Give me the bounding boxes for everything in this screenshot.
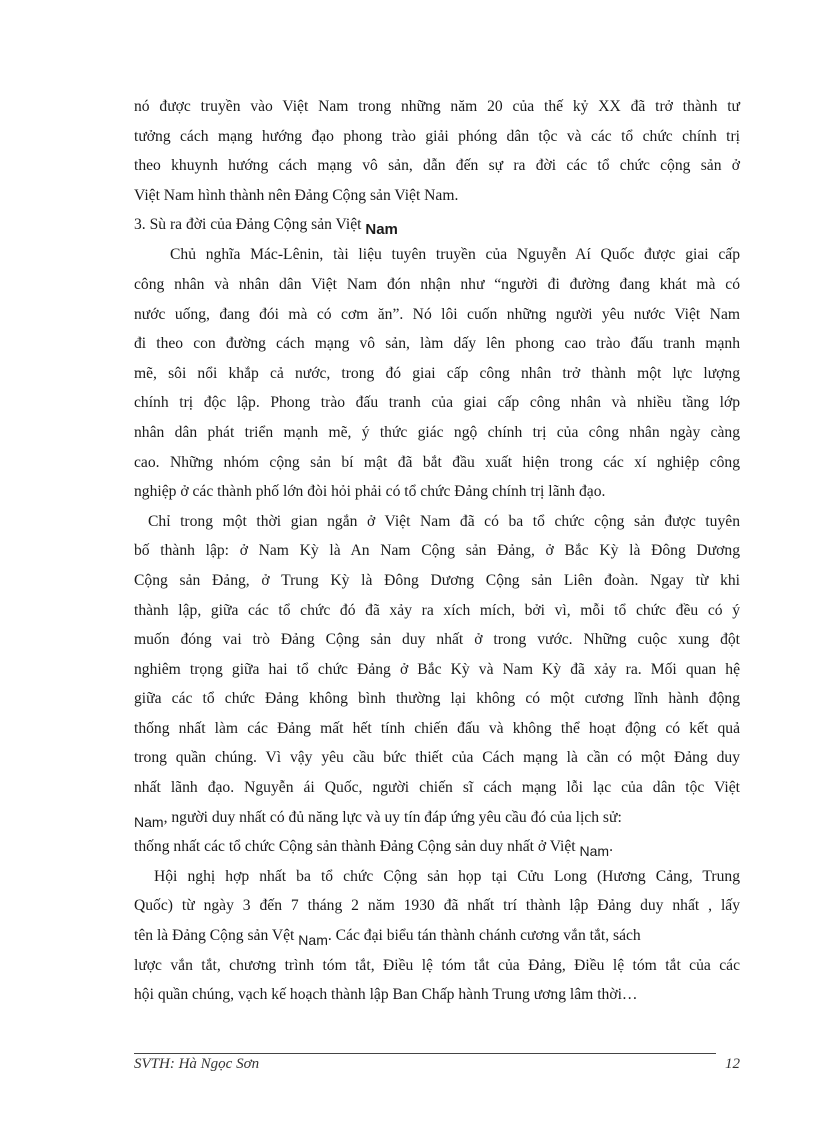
- text-line: lược vắn tắt, chương trình tóm tắt, Điều lệ tóm tắt của Đảng, Điều lệ tóm tắt của các: [134, 956, 740, 974]
- section-heading: [134, 210, 740, 240]
- text-line: nghiệp ở các thành phố lớn đòi hỏi phải có tổ chức Đảng chính trị lãnh đạo.: [134, 483, 606, 501]
- text-line: muốn đóng vai trò Đảng Cộng sản duy nhất ở trong vước. Những cuộc xung đột: [134, 631, 740, 649]
- nam-word: Nam: [134, 813, 164, 830]
- page-number: 12: [725, 1056, 740, 1072]
- text-line: nhân dân phát triển mạnh mẽ, ý thức giác ngộ chính trị của công nhân ngày càng: [134, 423, 740, 441]
- text-line: đi theo con đường cách mạng vô sản, làm dấy lên phong cao trào đấu tranh mạnh: [134, 335, 740, 353]
- text-line: trong quần chúng. Vì vậy yêu cầu bức thiết của Cách mạng là cần có một Đảng duy: [134, 749, 740, 767]
- text-line: [134, 832, 740, 862]
- text-line: [134, 803, 740, 833]
- text-line: Hội nghị hợp nhất ba tổ chức Cộng sản họp tại Cửu Long (Hương Cảng, Trung: [154, 867, 740, 885]
- text-line: Chủ nghĩa Mác-Lênin, tài liệu tuyên truyền của Nguyễn Aí Quốc được giai cấp: [170, 246, 740, 264]
- text-line: công nhân và nhân dân Việt Nam đón nhận như “người đi đường đang khát mà có: [134, 275, 740, 293]
- footer-divider: [134, 1053, 716, 1054]
- text-line: chính trị độc lập. Phong trào đấu tranh của giai cấp công nhân và nhiều tầng lớp: [134, 394, 740, 412]
- text-line: nhất lãnh đạo. Nguyễn ái Quốc, người chiến sĩ cách mạng lỗi lạc của dân tộc Việt: [134, 779, 740, 797]
- text-line: [134, 921, 740, 951]
- text-line: Cộng sản Đảng, ở Trung Kỳ là Đông Dương Cộng sản Liên đoàn. Ngay từ khi: [134, 571, 740, 589]
- text-fragment: .: [609, 838, 613, 856]
- text-line: bố thành lập: ở Nam Kỳ là An Nam Cộng sản Đảng, ở Bắc Kỳ là Đông Dương: [134, 542, 740, 560]
- text-line: cao. Những nhóm cộng sản bí mật đã bắt đầu xuất hiện trong các xí nghiệp công: [134, 453, 740, 471]
- text-line: thành lập, giữa các tổ chức đó đã xảy ra xích mích, bởi vì, mỗi tổ chức đều có ý: [134, 601, 740, 619]
- nam-word: Nam: [579, 843, 610, 860]
- page-body: [134, 92, 740, 1010]
- text-line: nó được truyền vào Việt Nam trong những năm 20 của thế kỷ XX đã trở thành tư: [134, 98, 740, 115]
- text-line: theo khuynh hướng cách mạng vô sản, dẫn đến sự ra đời các tổ chức cộng sản ở: [134, 157, 740, 175]
- text-fragment: . Các đại biểu tán thành chánh cương vắn tắt, sách: [327, 927, 641, 945]
- text-fragment: , người duy nhất có đủ năng lực và uy tín đáp ứng yêu cầu đó của lịch sử:: [163, 808, 622, 826]
- text-line: Quốc) từ ngày 3 đến 7 tháng 2 năm 1930 đã nhất trí thành lập Đảng duy nhất , lấy: [134, 897, 740, 915]
- heading-text: 3. Sù ra đời của Đảng Cộng sản Việt: [134, 216, 362, 234]
- footer-author: SVTH: Hà Ngọc Sơn: [134, 1056, 260, 1072]
- text-line: tưởng cách mạng hướng đạo phong trào giải phóng dân tộc và các tổ chức chính trị: [134, 127, 740, 145]
- text-line: giữa các tổ chức Đảng không bình thường lại không có một cương lĩnh hành động: [134, 690, 740, 708]
- text-line: Chỉ trong một thời gian ngắn ở Việt Nam đã có ba tổ chức cộng sản được tuyên: [148, 512, 740, 530]
- heading-nam: Nam: [365, 221, 398, 239]
- text-fragment: thống nhất các tổ chức Cộng sản thành Đảng Cộng sản duy nhất ở Việt: [134, 838, 576, 856]
- text-line: mẽ, sôi nổi khắp cả nước, trong đó giai cấp công nhân trở thành một lực lượng: [134, 364, 740, 382]
- text-line: nghiêm trọng giữa hai tổ chức Đảng ở Bắc Kỳ và Nam Kỳ đã xảy ra. Mối quan hệ: [134, 660, 740, 678]
- nam-word: Nam: [298, 932, 328, 949]
- text-line: thống nhất làm các Đảng mất hết tính chiến đấu và không thể hoạt động có kết quả: [134, 719, 740, 737]
- text-line: hội quần chúng, vạch kế hoạch thành lập Ban Chấp hành Trung ương lâm thời…: [134, 986, 638, 1004]
- text-line: Việt Nam hình thành nên Đảng Cộng sản Việt Nam.: [134, 186, 459, 204]
- text-fragment: tên là Đảng Cộng sản Vệt: [134, 927, 295, 945]
- text-line: nước uống, đang đói mà có cơm ăn”. Nó lôi cuốn những người yêu nước Việt Nam: [134, 305, 740, 323]
